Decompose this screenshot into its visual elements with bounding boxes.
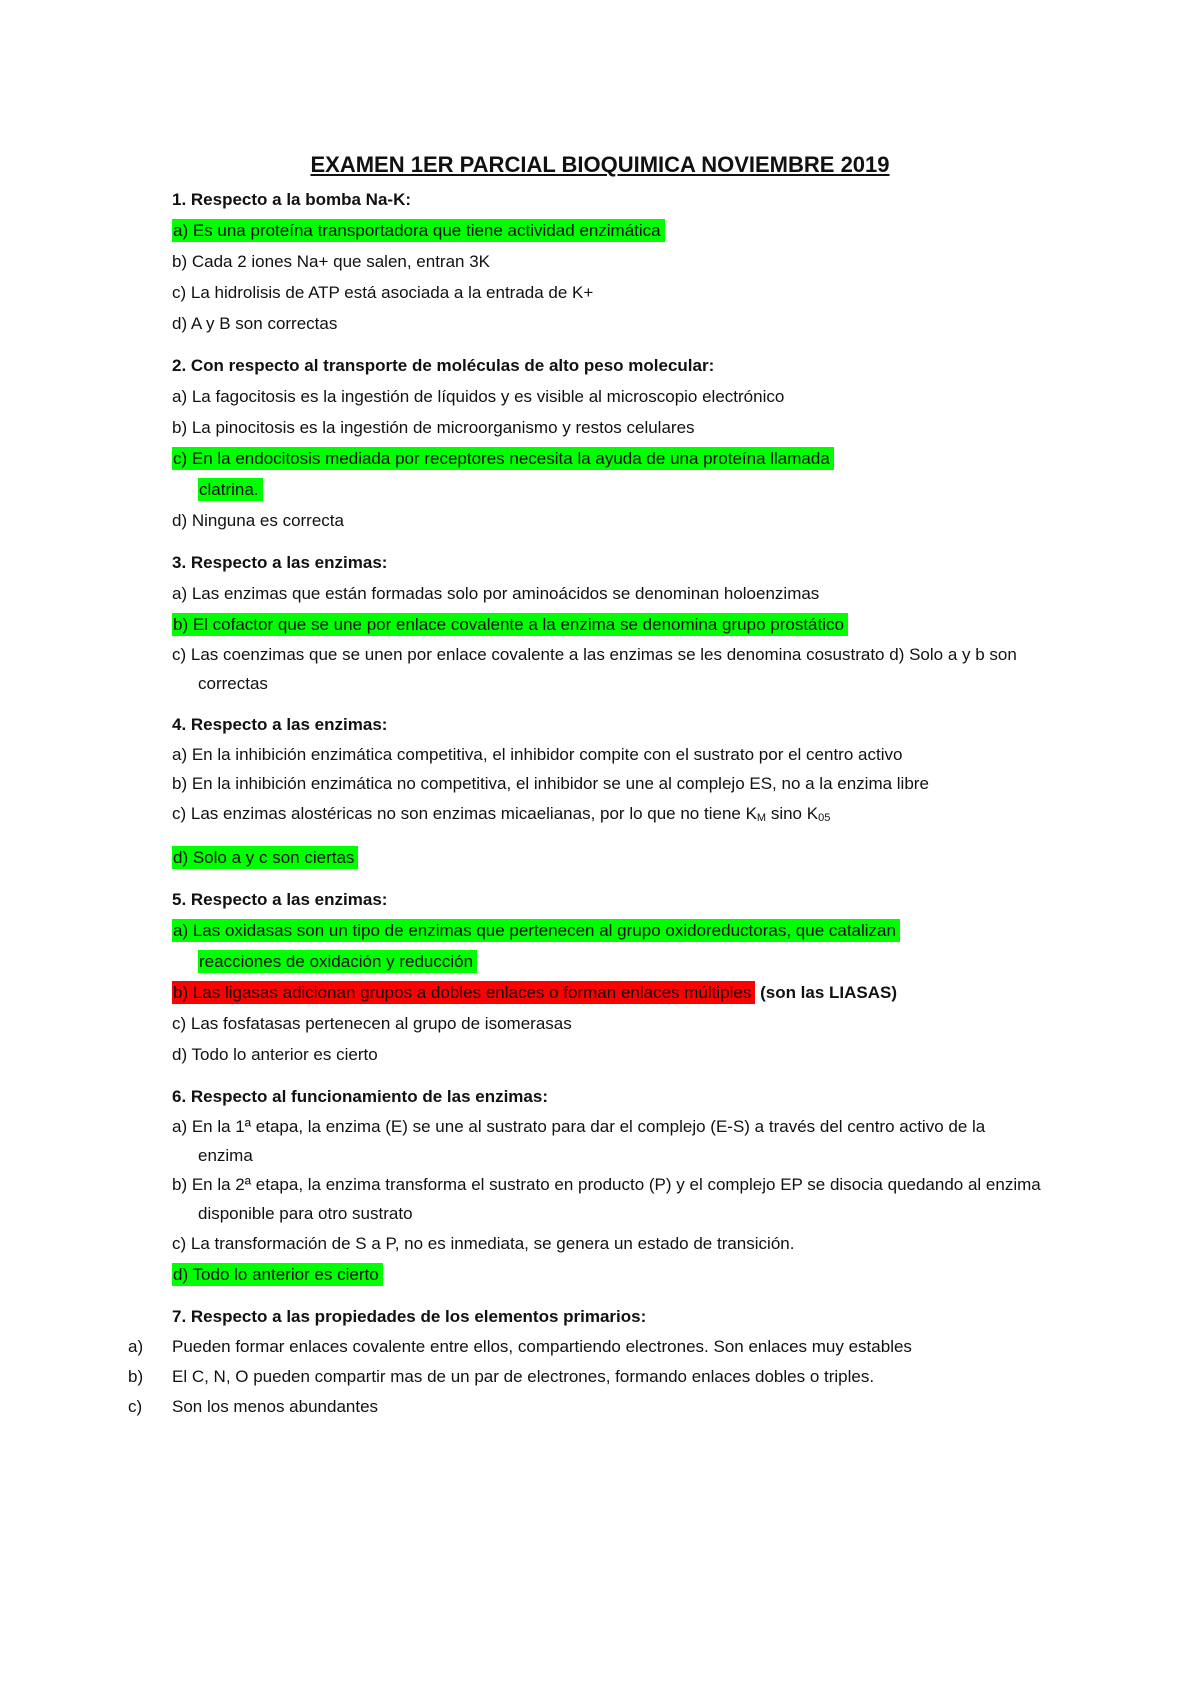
q2-option-c-correct: c) En la endocitosis mediada por receptores necesita la ayuda de una proteína llamada bbox=[172, 447, 834, 470]
q6-option-d-correct: d) Todo lo anterior es cierto bbox=[172, 1263, 383, 1286]
q5-option-b-incorrect: b) Las ligasas adicionan grupos a dobles enlaces o forman enlaces múltiples bbox=[172, 981, 755, 1004]
q7-option-a-text: Pueden formar enlaces covalente entre ellos, compartiendo electrones. Son enlaces muy estables bbox=[172, 1337, 912, 1356]
q7-option-c bbox=[128, 1392, 1042, 1422]
q4-option-b: b) En la inhibición enzimática no competitiva, el inhibidor se une al complejo ES, no a la enzima libre bbox=[172, 774, 929, 793]
q2-option-b: b) La pinocitosis es la ingestión de microorganismo y restos celulares bbox=[172, 418, 695, 437]
q4-option-a: a) En la inhibición enzimática competitiva, el inhibidor compite con el sustrato por el centro activo bbox=[172, 745, 903, 764]
q3-option-c: c) Las coenzimas que se unen por enlace covalente a las enzimas se les denomina cosustrato d) Solo a y b son correctas bbox=[172, 645, 1017, 693]
q5-option-d: d) Todo lo anterior es cierto bbox=[172, 1045, 378, 1064]
q4-option-d-correct: d) Solo a y c son ciertas bbox=[172, 846, 358, 869]
question-3: 3. Respecto a las enzimas: bbox=[172, 553, 388, 572]
q6-option-b: b) En la 2ª etapa, la enzima transforma el sustrato en producto (P) y el complejo EP se disocia quedando al enzima disponible para otro sustrato bbox=[172, 1175, 1041, 1223]
page-title: EXAMEN 1ER PARCIAL BIOQUIMICA NOVIEMBRE 2019 bbox=[310, 152, 890, 177]
q7-option-a bbox=[128, 1332, 1042, 1362]
q7-option-c-letter: c) bbox=[128, 1397, 143, 1416]
q5-option-a-continuation: reacciones de oxidación y reducción bbox=[198, 950, 477, 973]
q1-option-c: c) La hidrolisis de ATP está asociada a la entrada de K+ bbox=[172, 283, 594, 302]
q7-option-c-text: Son los menos abundantes bbox=[172, 1397, 379, 1416]
q4-option-c-text: c) Las enzimas alostéricas no son enzimas micaelianas, por lo que no tiene K bbox=[172, 804, 757, 823]
q6-option-a: a) En la 1ª etapa, la enzima (E) se une al sustrato para dar el complejo (E-S) a través del centro activo de la enzima bbox=[172, 1117, 986, 1165]
question-5: 5. Respecto a las enzimas: bbox=[172, 890, 388, 909]
question-2: 2. Con respecto al transporte de moléculas de alto peso molecular: bbox=[172, 356, 715, 375]
q5-option-a-correct: a) Las oxidasas son un tipo de enzimas que pertenecen al grupo oxidoreductoras, que catalizan bbox=[172, 919, 900, 942]
q2-option-d: d) Ninguna es correcta bbox=[172, 511, 344, 530]
km-subscript: M bbox=[756, 812, 767, 824]
k05-subscript: 05 bbox=[818, 812, 831, 824]
q6-option-c: c) La transformación de S a P, no es inmediata, se genera un estado de transición. bbox=[172, 1234, 795, 1253]
exam-body bbox=[128, 184, 1042, 1422]
q5-option-b-note: (son las LIASAS) bbox=[760, 983, 898, 1002]
q3-option-a: a) Las enzimas que están formadas solo por aminoácidos se denominan holoenzimas bbox=[172, 584, 820, 603]
q1-option-a-correct: a) Es una proteína transportadora que tiene actividad enzimática bbox=[172, 219, 665, 242]
question-7: 7. Respecto a las propiedades de los elementos primarios: bbox=[172, 1307, 647, 1326]
q1-option-d: d) A y B son correctas bbox=[172, 314, 338, 333]
q2-option-c-continuation: clatrina. bbox=[198, 478, 263, 501]
q3-option-b-correct: b) El cofactor que se une por enlace covalente a la enzima se denomina grupo prostático bbox=[172, 613, 848, 636]
question-1: 1. Respecto a la bomba Na-K: bbox=[172, 190, 412, 209]
question-6: 6. Respecto al funcionamiento de las enzimas: bbox=[172, 1087, 548, 1106]
q4-option-c-mid: sino K bbox=[766, 804, 819, 823]
q7-option-b-letter: b) bbox=[128, 1367, 144, 1386]
q5-option-c: c) Las fosfatasas pertenecen al grupo de isomerasas bbox=[172, 1014, 572, 1033]
q7-option-a-letter: a) bbox=[128, 1337, 144, 1356]
q2-option-a: a) La fagocitosis es la ingestión de líquidos y es visible al microscopio electrónico bbox=[172, 387, 785, 406]
q1-option-b: b) Cada 2 iones Na+ que salen, entran 3K bbox=[172, 252, 491, 271]
q7-option-b-text: El C, N, O pueden compartir mas de un par de electrones, formando enlaces dobles o triples. bbox=[172, 1367, 875, 1386]
question-4: 4. Respecto a las enzimas: bbox=[172, 715, 388, 734]
q7-option-b bbox=[128, 1362, 1042, 1392]
q4-option-c bbox=[172, 798, 1042, 834]
